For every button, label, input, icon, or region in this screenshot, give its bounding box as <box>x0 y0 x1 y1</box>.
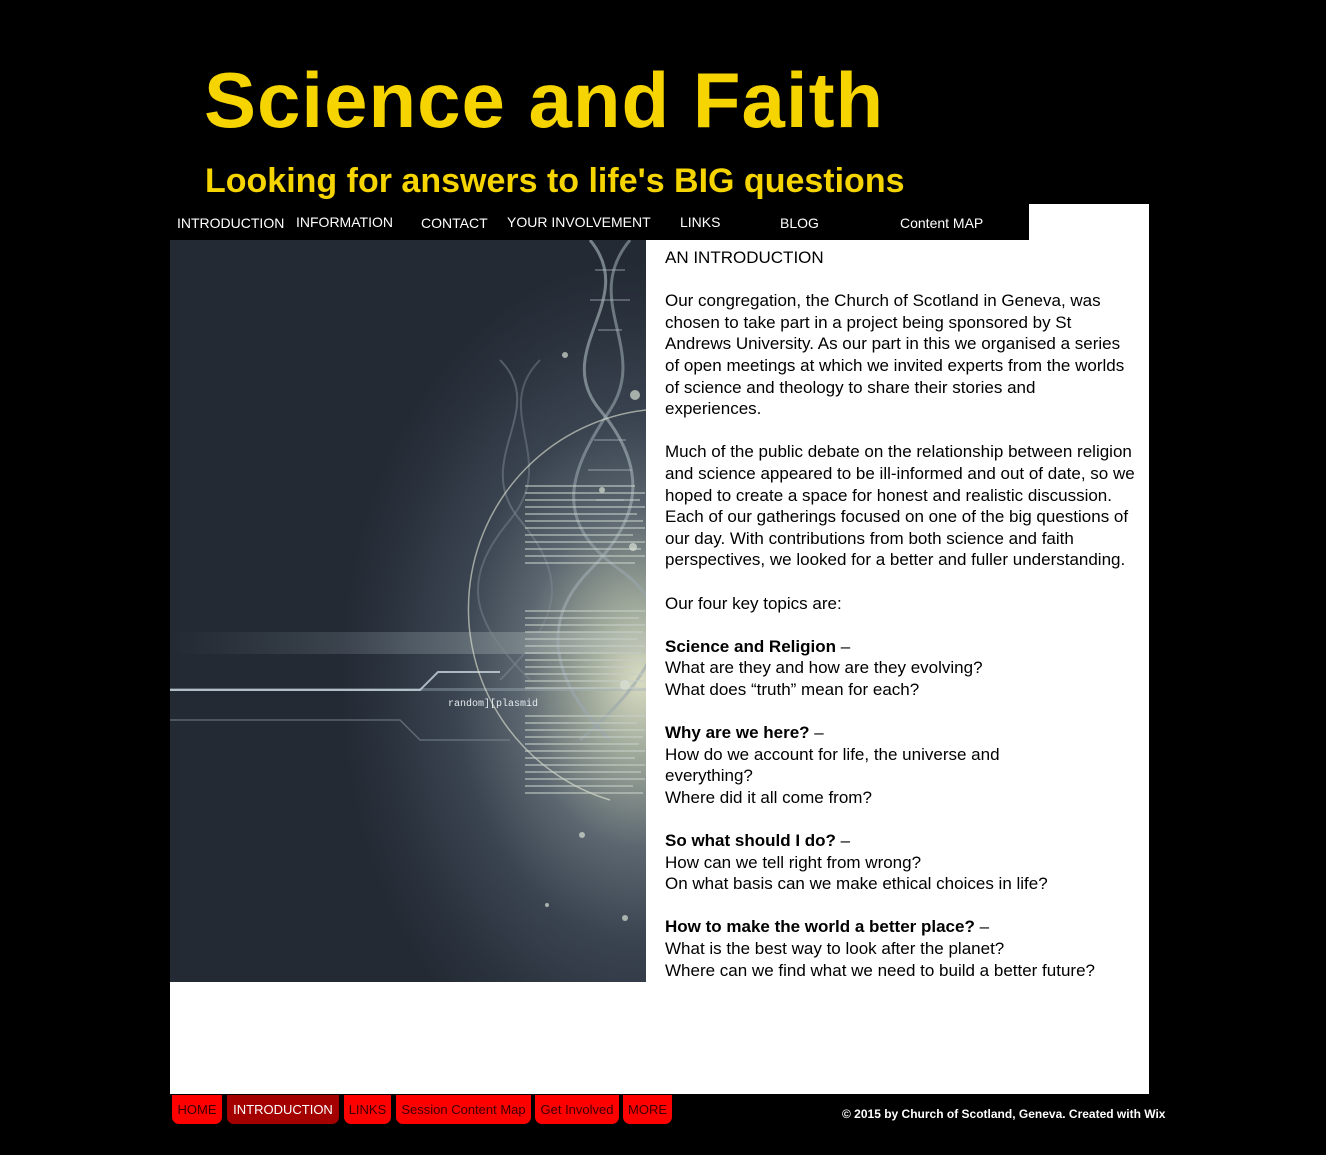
topic-title-text: How to make the world a better place? <box>665 917 975 937</box>
helix-strand-2 <box>574 240 646 740</box>
topic-title <box>665 636 1135 658</box>
intro-article <box>665 247 1135 981</box>
site-subtitle: Looking for answers to life's BIG questions <box>205 162 905 200</box>
footer-copyright: © 2015 by Church of Scotland, Geneva. Created with Wix <box>842 1107 1166 1121</box>
topic-dash: – <box>836 636 851 656</box>
hero-dna-image <box>170 240 646 982</box>
bottom-nav-introduction[interactable]: INTRODUCTION <box>227 1095 339 1124</box>
nav-links[interactable]: LINKS <box>680 214 721 230</box>
circuit-line <box>170 672 500 690</box>
helix-rungs <box>588 270 632 500</box>
topic-title-text: So what should I do? <box>665 831 836 851</box>
hero-image-caption: random][plasmid <box>448 699 539 710</box>
topic-line: Where can we find what we need to build a better future? <box>665 960 1095 980</box>
nav-your-involvement[interactable]: YOUR INVOLVEMENT <box>507 214 651 230</box>
topic-dash: – <box>809 723 824 743</box>
topic-title <box>665 830 1135 852</box>
topic-title-text: Science and Religion <box>665 636 836 656</box>
topic-dash: – <box>835 831 851 851</box>
site-title: Science and Faith <box>204 56 885 144</box>
topic-line: Where did it all come from? <box>665 787 872 807</box>
topic-line: What does “truth” mean for each? <box>665 679 920 699</box>
topic-line: What are they and how are they evolving? <box>665 658 983 678</box>
dna-artwork <box>170 240 646 982</box>
helix-strand <box>558 240 633 740</box>
top-nav <box>170 204 1029 240</box>
intro-heading: AN INTRODUCTION <box>665 248 824 267</box>
intro-paragraph-2: Much of the public debate on the relationship between religion and science appeared to be ill-informed and out of date, so we hoped to create a space for honest and realistic discussion. Each of our gatherings focused on one of the big questions of our day. With contributions from both science and faith perspectives, we looked for a better and fuller understanding. <box>665 442 1135 570</box>
nav-introduction[interactable]: INTRODUCTION <box>177 215 285 231</box>
topics-intro: Our four key topics are: <box>665 593 842 613</box>
topic-title <box>665 916 1135 938</box>
topic-title <box>665 722 1135 744</box>
intro-paragraph-1: Our congregation, the Church of Scotland in Geneva, was chosen to take part in a project being sponsored by St Andrews University. As our part in this we organised a series of open meetings at which we invited experts from the worlds of science and theology to share their stories and experiences. <box>665 291 1125 419</box>
text-block <box>525 485 645 794</box>
nav-content-map[interactable]: Content MAP <box>900 215 984 231</box>
topic-line: On what basis can we make ethical choices in life? <box>665 874 1048 894</box>
topic-line: What is the best way to look after the planet? <box>665 939 1005 958</box>
topic-line: How can we tell right from wrong? <box>665 852 922 872</box>
nav-blog[interactable]: BLOG <box>780 215 819 231</box>
bottom-nav-more[interactable]: MORE <box>623 1095 672 1124</box>
nav-information[interactable]: INFORMATION <box>296 214 393 230</box>
bottom-nav-session-content-map[interactable]: Session Content Map <box>396 1095 531 1124</box>
light-band <box>170 632 646 654</box>
nav-contact[interactable]: CONTACT <box>421 215 488 231</box>
topic-line: How do we account for life, the universe and everything? <box>665 744 1000 786</box>
topic-dash: – <box>974 917 990 937</box>
bottom-nav-links[interactable]: LINKS <box>344 1095 391 1124</box>
bottom-nav-get-involved[interactable]: Get Involved <box>535 1095 619 1124</box>
topic-title-text: Why are we here? <box>665 723 810 743</box>
circuit-line-2 <box>170 720 510 740</box>
arc-ring <box>468 410 646 800</box>
bottom-nav-home[interactable]: HOME <box>172 1095 222 1124</box>
